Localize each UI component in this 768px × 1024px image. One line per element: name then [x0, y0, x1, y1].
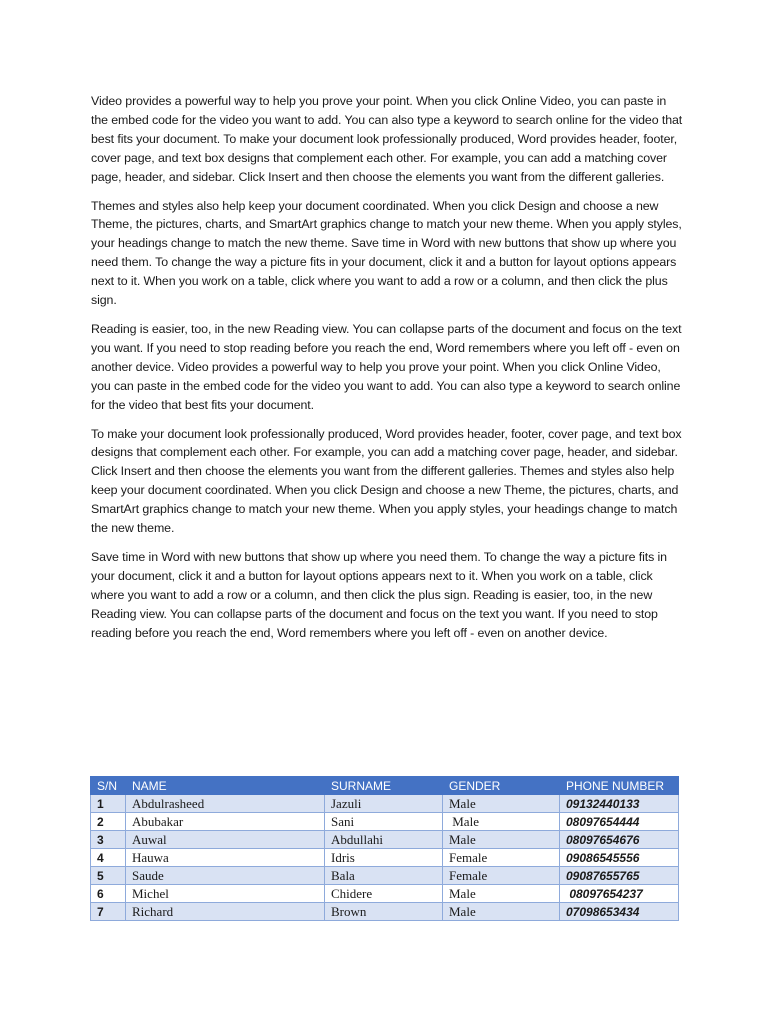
paragraph: Video provides a powerful way to help you prove your point. When you click Online Video, you can paste in the embed code for the video you want to add. You can also type a keyword to search online for the video that best fits your document. To make your document look professionally produced, Word provides header, footer, cover page, and text box designs that complement each other. For example, you can add a matching cover page, header, and sidebar. Click Insert and then choose the elements you want from the different galleries.: [91, 94, 683, 184]
cell-phone-number: 07098653434: [560, 903, 679, 921]
cell-sn: 7: [91, 903, 126, 921]
table-header-row: [91, 777, 679, 795]
cell-name: Michel: [126, 885, 325, 903]
cell-sn: 1: [91, 795, 126, 813]
cell-phone-number: 09087655765: [560, 867, 679, 885]
cell-phone-number: 09086545556: [560, 849, 679, 867]
paragraph: Themes and styles also help keep your document coordinated. When you click Design and choose a new Theme, the pictures, charts, and SmartArt graphics change to match your new theme. When you apply styles, your headings change to match the new theme. Save time in Word with new buttons that show up where you need them. To change the way a picture fits in your document, click it and a button for layout options appears next to it. When you work on a table, click where you want to add a row or a column, and then click the plus sign.: [91, 198, 682, 308]
paragraph: Reading is easier, too, in the new Reading view. You can collapse parts of the document and focus on the text you want. If you need to stop reading before you reach the end, Word remembers where you left off - even on another device. Video provides a powerful way to help you prove your point. When you click Online Video, you can paste in the embed code for the video you want to add. You can also type a keyword to search online for the video that best fits your document.: [91, 321, 682, 412]
cell-surname: Abdullahi: [325, 831, 443, 849]
table-row: [91, 867, 679, 885]
column-header-name: NAME: [126, 777, 325, 795]
cell-name: Richard: [126, 903, 325, 921]
table-row: [91, 849, 679, 867]
cell-sn: 5: [91, 867, 126, 885]
cell-surname: Sani: [325, 813, 443, 831]
paragraph: Save time in Word with new buttons that show up where you need them. To change the way a picture fits in your document, click it and a button for layout options appears next to it. When you work on a table, click where you want to add a row or a column, and then click the plus sign. Reading is easier, too, in the new Reading view. You can collapse parts of the document and focus on the text you want. If you need to stop reading before you reach the end, Word remembers where you left off - even on another device.: [91, 549, 667, 640]
cell-sn: 6: [91, 885, 126, 903]
cell-gender: Male: [443, 903, 560, 921]
cell-surname: Brown: [325, 903, 443, 921]
cell-sn: 3: [91, 831, 126, 849]
cell-name: Saude: [126, 867, 325, 885]
cell-surname: Chidere: [325, 885, 443, 903]
cell-gender: Male: [443, 885, 560, 903]
cell-name: Hauwa: [126, 849, 325, 867]
cell-phone-number: 09132440133: [560, 795, 679, 813]
column-header-sn: S/N: [91, 777, 126, 795]
table-row: [91, 813, 679, 831]
cell-sn: 2: [91, 813, 126, 831]
column-header-phone-number: PHONE NUMBER: [560, 777, 679, 795]
table-row: [91, 795, 679, 813]
table-row: [91, 903, 679, 921]
table-row: [91, 831, 679, 849]
table-row: [91, 885, 679, 903]
cell-name: Abdulrasheed: [126, 795, 325, 813]
column-header-surname: SURNAME: [325, 777, 443, 795]
cell-phone-number: 08097654676: [560, 831, 679, 849]
cell-gender: Male: [443, 795, 560, 813]
cell-gender: Female: [443, 849, 560, 867]
cell-gender: Male: [443, 813, 560, 831]
cell-surname: Idris: [325, 849, 443, 867]
cell-phone-number: 08097654237: [560, 885, 679, 903]
cell-gender: Female: [443, 867, 560, 885]
contacts-table: [90, 776, 679, 921]
cell-gender: Male: [443, 831, 560, 849]
document-body: [91, 92, 683, 652]
cell-phone-number: 08097654444: [560, 813, 679, 831]
cell-surname: Bala: [325, 867, 443, 885]
column-header-gender: GENDER: [443, 777, 560, 795]
cell-sn: 4: [91, 849, 126, 867]
paragraph: To make your document look professionally produced, Word provides header, footer, cover page, and text box designs that complement each other. For example, you can add a matching cover page, header, and sidebar. Click Insert and then choose the elements you want from the different galleries. Themes and styles also help keep your document coordinated. When you click Design and choose a new Theme, the pictures, charts, and SmartArt graphics change to match your new theme. When you apply styles, your headings change to match the new theme.: [91, 426, 682, 536]
cell-name: Abubakar: [126, 813, 325, 831]
cell-name: Auwal: [126, 831, 325, 849]
cell-surname: Jazuli: [325, 795, 443, 813]
